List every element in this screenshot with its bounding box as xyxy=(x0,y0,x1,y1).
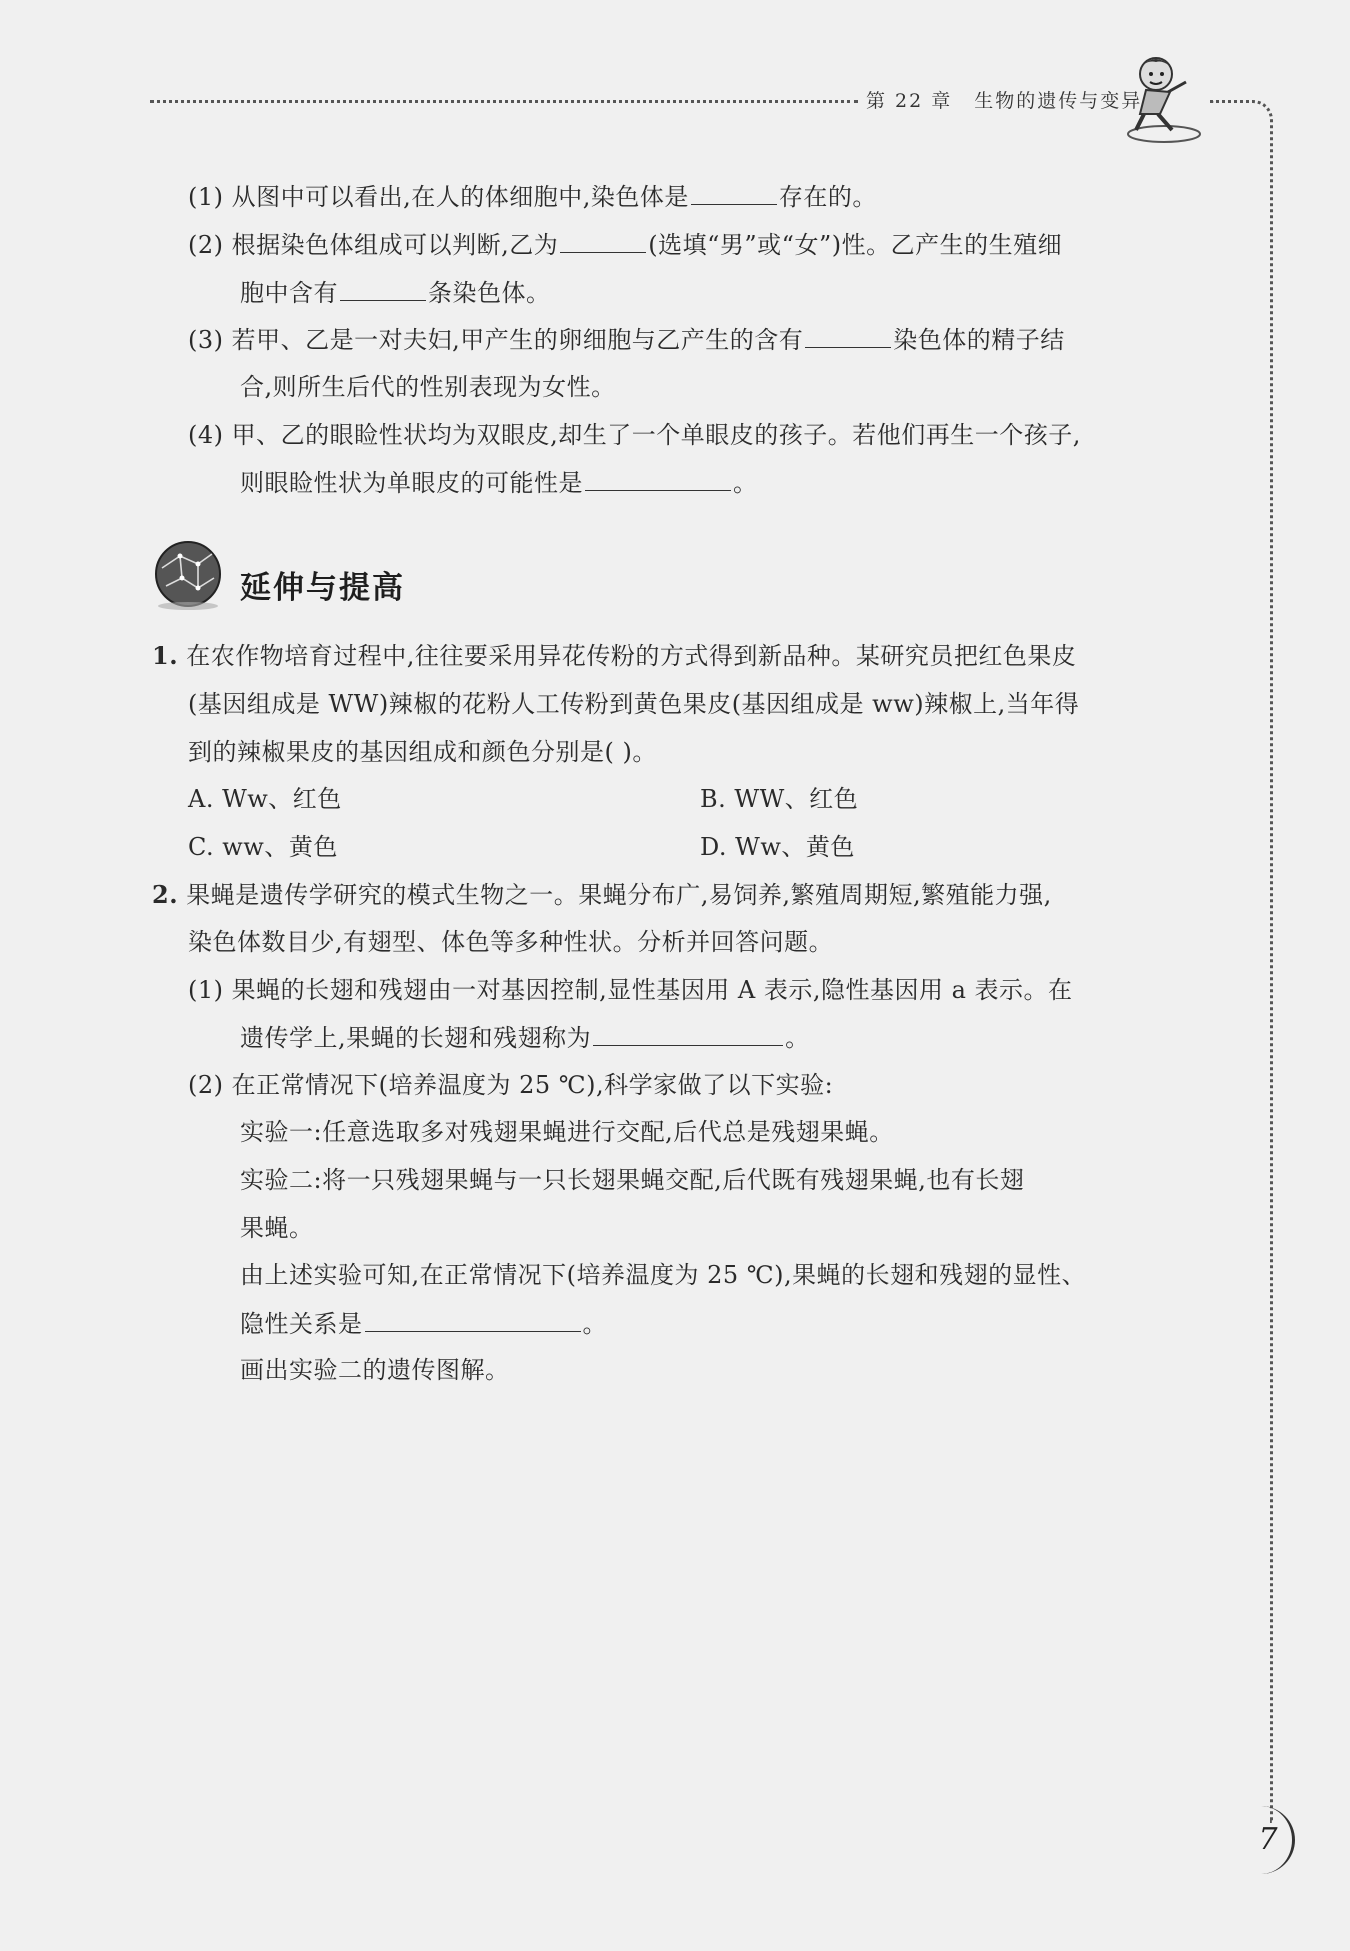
mascot-boy-icon xyxy=(1120,52,1206,144)
page-number: 7 xyxy=(1244,1806,1295,1874)
option-c[interactable]: C. ww、黄色 xyxy=(188,833,338,861)
problem-2-sub1: (1) 果蝇的长翅和残翅由一对基因控制,显性基因用 A 表示,隐性基因用 a 表示。在 xyxy=(188,976,1073,1004)
conclusion-line2: 隐性关系是 。 xyxy=(240,1307,607,1340)
problem-2: 2. 果蝇是遗传学研究的模式生物之一。果蝇分布广,易饲养,繁殖周期短,繁殖能力强, xyxy=(152,880,1052,909)
chapter-title: 生物的遗传与变异 xyxy=(974,90,1143,112)
experiment-2-line2: 果蝇。 xyxy=(240,1214,314,1242)
globe-network-icon xyxy=(152,538,224,610)
answer-blank[interactable] xyxy=(560,228,646,253)
header-dotted-rule xyxy=(150,100,858,103)
option-d[interactable]: D. Ww、黄色 xyxy=(700,833,855,861)
answer-blank[interactable] xyxy=(585,466,731,491)
option-b[interactable]: B. WW、红色 xyxy=(700,785,859,813)
question-3-line2: 合,则所生后代的性别表现为女性。 xyxy=(240,373,616,401)
problem-2-line2: 染色体数目少,有翅型、体色等多种性状。分析并回答问题。 xyxy=(188,928,834,956)
answer-blank[interactable] xyxy=(593,1021,783,1046)
chapter-label: 第 22 章 xyxy=(866,90,953,112)
answer-blank[interactable] xyxy=(365,1307,581,1332)
draw-instruction: 画出实验二的遗传图解。 xyxy=(240,1356,510,1384)
problem-2-sub2: (2) 在正常情况下(培养温度为 25 ℃),科学家做了以下实验: xyxy=(188,1071,834,1099)
question-2-line2: 胞中含有 条染色体。 xyxy=(240,276,551,309)
experiment-2: 实验二:将一只残翅果蝇与一只长翅果蝇交配,后代既有残翅果蝇,也有长翅 xyxy=(240,1166,1025,1194)
answer-blank[interactable] xyxy=(805,323,891,348)
problem-1: 1. 在农作物培育过程中,往往要采用异花传粉的方式得到新品种。某研究员把红色果皮 xyxy=(152,641,1077,670)
experiment-1: 实验一:任意选取多对残翅果蝇进行交配,后代总是残翅果蝇。 xyxy=(240,1118,894,1146)
question-4: (4) 甲、乙的眼睑性状均为双眼皮,却生了一个单眼皮的孩子。若他们再生一个孩子, xyxy=(188,421,1081,449)
problem-1-line3: 到的辣椒果皮的基因组成和颜色分别是( )。 xyxy=(188,738,657,766)
problem-1-line2: (基因组成是 WW)辣椒的花粉人工传粉到黄色果皮(基因组成是 ww)辣椒上,当年得 xyxy=(188,690,1080,718)
answer-blank[interactable] xyxy=(691,180,777,205)
answer-blank[interactable] xyxy=(340,276,426,301)
conclusion: 由上述实验可知,在正常情况下(培养温度为 25 ℃),果蝇的长翅和残翅的显性、 xyxy=(240,1261,1087,1289)
running-header xyxy=(866,86,1142,113)
question-2: (2) 根据染色体组成可以判断,乙为 (选填“男”或“女”)性。乙产生的生殖细 xyxy=(188,228,1062,261)
question-1: (1) 从图中可以看出,在人的体细胞中,染色体是 存在的。 xyxy=(188,180,877,213)
section-title: 延伸与提高 xyxy=(240,570,405,606)
option-a[interactable]: A. Ww、红色 xyxy=(188,785,342,813)
page-border-dotted xyxy=(1210,100,1273,1823)
problem-2-sub1-line2: 遗传学上,果蝇的长翅和残翅称为 。 xyxy=(240,1021,810,1054)
question-3: (3) 若甲、乙是一对夫妇,甲产生的卵细胞与乙产生的含有 染色体的精子结 xyxy=(188,323,1065,356)
question-4-line2: 则眼睑性状为单眼皮的可能性是 。 xyxy=(240,466,758,499)
